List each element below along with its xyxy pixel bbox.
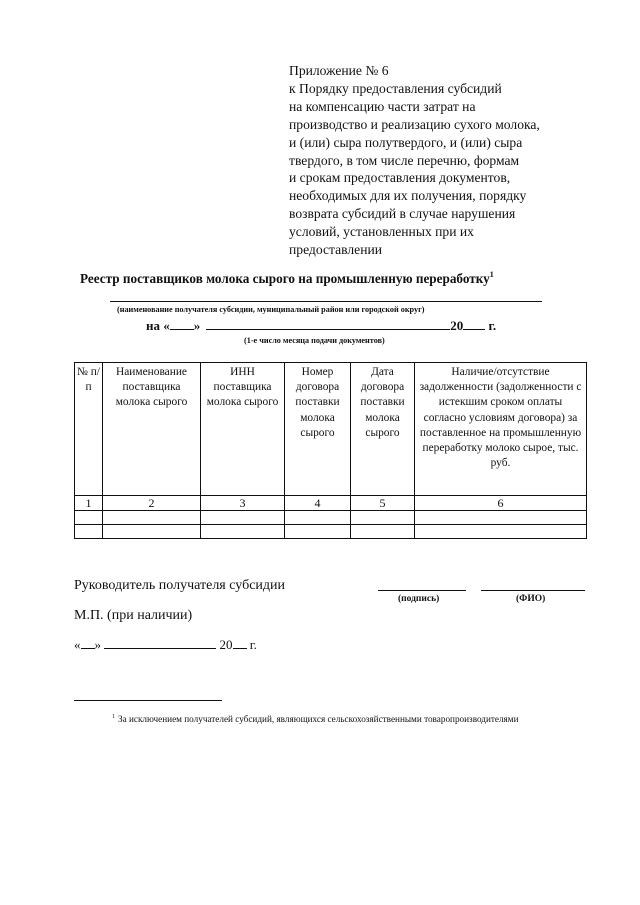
column-number: 5	[351, 496, 415, 511]
appendix-line: предоставлении	[289, 242, 383, 258]
table-row	[75, 511, 587, 525]
column-number: 1	[75, 496, 103, 511]
registry-table	[74, 362, 587, 539]
sig-day-blank[interactable]	[81, 636, 95, 649]
column-number: 2	[103, 496, 201, 511]
appendix-line: к Порядку предоставления субсидий	[289, 80, 502, 96]
footnote	[112, 714, 519, 724]
appendix-line: и срокам предоставления документов,	[289, 170, 511, 186]
header-debt: Наличие/отсутствие задолженности (задолженности с истекшим сроком оплаты согласно условиям договора) за поставленное на промышленную переработку молоко сырое, тыс. руб.	[415, 363, 587, 496]
footnote-text: За исключением получателей субсидий, являющихся сельскохозяйственными товаропроизводителями	[118, 714, 519, 724]
stamp-label: М.П. (при наличии)	[74, 608, 193, 623]
month-blank[interactable]	[206, 318, 450, 330]
document-title	[80, 270, 580, 287]
table-cell[interactable]	[351, 525, 415, 539]
recipient-name-line[interactable]	[110, 301, 542, 302]
column-number: 6	[415, 496, 587, 511]
table-cell[interactable]	[103, 525, 201, 539]
table-cell[interactable]	[415, 525, 587, 539]
appendix-line: возврата субсидий в случае нарушения	[289, 206, 516, 222]
year-suffix: г.	[488, 318, 497, 333]
column-number: 4	[285, 496, 351, 511]
recipient-caption: (наименование получателя субсидии, муниципальный район или городской округ)	[117, 305, 425, 314]
appendix-line: твердого, в том числе перечню, формам	[289, 152, 520, 168]
date-prefix: на «	[146, 318, 170, 333]
sig-date-close: »	[94, 637, 101, 652]
name-line[interactable]	[481, 590, 585, 591]
year-blank[interactable]	[463, 318, 485, 330]
table-cell[interactable]	[285, 525, 351, 539]
signature-date-line	[74, 636, 257, 653]
table-cell[interactable]	[103, 511, 201, 525]
signature-line[interactable]	[378, 590, 466, 591]
head-label: Руководитель получателя субсидии	[74, 578, 286, 593]
header-number: № п/п	[75, 363, 103, 496]
report-date-line	[146, 318, 496, 334]
sig-month-blank[interactable]	[104, 636, 216, 649]
appendix-header	[289, 62, 589, 259]
appendix-line: условий, установленных при их	[289, 224, 474, 240]
sig-year-blank[interactable]	[233, 636, 247, 649]
appendix-line: Приложение № 6	[289, 63, 389, 78]
table-cell[interactable]	[75, 511, 103, 525]
table-cell[interactable]	[285, 511, 351, 525]
header-inn: ИНН поставщика молока сырого	[201, 363, 285, 496]
footnote-separator	[74, 700, 222, 701]
table-row	[75, 525, 587, 539]
appendix-line: и (или) сыра полутвердого, и (или) сыра	[289, 134, 523, 150]
year-prefix: 20	[450, 318, 464, 333]
table-cell[interactable]	[201, 511, 285, 525]
appendix-line: производство и реализацию сухого молока,	[289, 116, 540, 132]
sig-year-suffix: г.	[249, 637, 257, 652]
column-number-row	[75, 496, 587, 511]
column-number: 3	[201, 496, 285, 511]
sig-date-open: «	[74, 637, 81, 652]
name-caption: (ФИО)	[516, 594, 546, 604]
footnote-mark: 1	[112, 714, 115, 720]
sig-year-prefix: 20	[219, 637, 233, 652]
table-header-row	[75, 363, 587, 496]
table-cell[interactable]	[415, 511, 587, 525]
header-supplier-name: Наименование поставщика молока сырого	[103, 363, 201, 496]
date-close-quote: »	[193, 318, 201, 333]
date-caption: (1-е число месяца подачи документов)	[244, 336, 385, 345]
day-blank[interactable]	[170, 318, 194, 330]
header-contract-date: Дата договора поставки молока сырого	[351, 363, 415, 496]
title-text: Реестр поставщиков молока сырого на промышленную переработку	[80, 271, 490, 286]
table-cell[interactable]	[201, 525, 285, 539]
title-footnote-mark: 1	[489, 270, 494, 279]
appendix-line: на компенсацию части затрат на	[289, 98, 476, 114]
table-cell[interactable]	[75, 525, 103, 539]
appendix-line: необходимых для их получения, порядку	[289, 188, 527, 204]
signature-caption: (подпись)	[398, 594, 440, 604]
table-cell[interactable]	[351, 511, 415, 525]
header-contract-number: Номер договора поставки молока сырого	[285, 363, 351, 496]
